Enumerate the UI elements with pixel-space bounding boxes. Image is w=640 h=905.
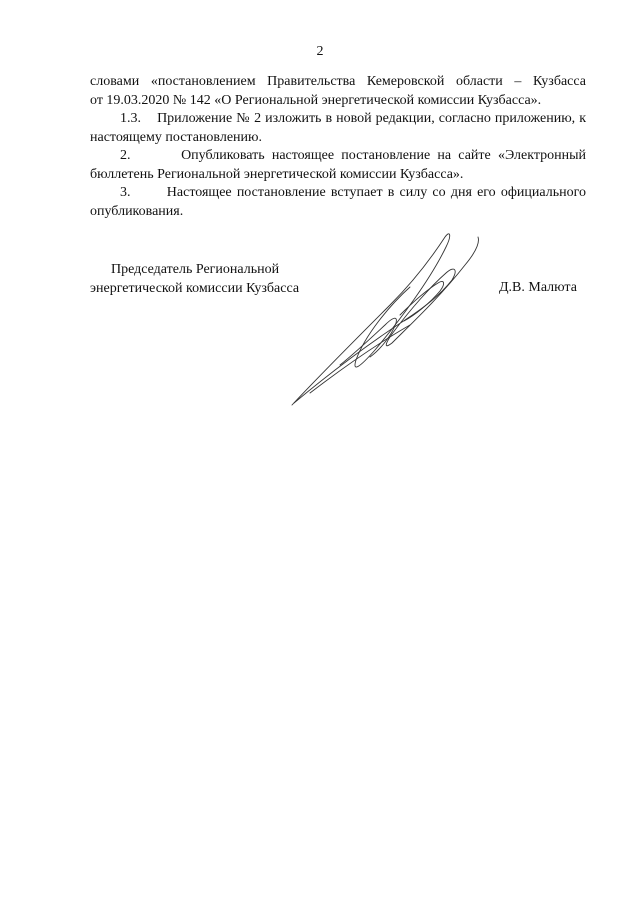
signer-title — [90, 261, 299, 298]
paragraph-text: Опубликовать настоящее постановление на сайте «Электронный бюллетень Региональной энергетической комиссии Кузбасса». — [90, 148, 587, 182]
signer-title-line2: энергетической комиссии Кузбасса — [90, 280, 300, 296]
paragraph-number: 1.3. — [120, 111, 141, 126]
page-number: 2 — [316, 44, 324, 59]
paragraph-3 — [90, 184, 586, 221]
paragraph-continuation-line2: от 19.03.2020 № 142 «О Региональной энергетической комиссии Кузбасса». — [90, 92, 542, 108]
document-body — [90, 73, 586, 221]
signer-title-line1: Председатель Региональной — [111, 262, 280, 277]
paragraph-2 — [90, 147, 586, 184]
paragraph-continuation-line1: словами «постановлением Правительства Кемеровской области – Кузбасса — [90, 74, 586, 89]
signer-name: Д.В. Малюта — [499, 280, 577, 295]
paragraph-1-3 — [90, 110, 586, 147]
paragraph-continuation-end — [90, 92, 586, 111]
paragraph-text: Настоящее постановление вступает в силу со дня его официального опубликования. — [90, 185, 587, 219]
paragraph-text: Приложение № 2 изложить в новой редакции, согласно приложению, к настоящему постановлению. — [90, 111, 586, 145]
paragraph-number: 2. — [120, 148, 131, 163]
handwritten-signature — [280, 225, 490, 415]
paragraph-continuation — [90, 73, 586, 92]
paragraph-number: 3. — [120, 185, 131, 200]
